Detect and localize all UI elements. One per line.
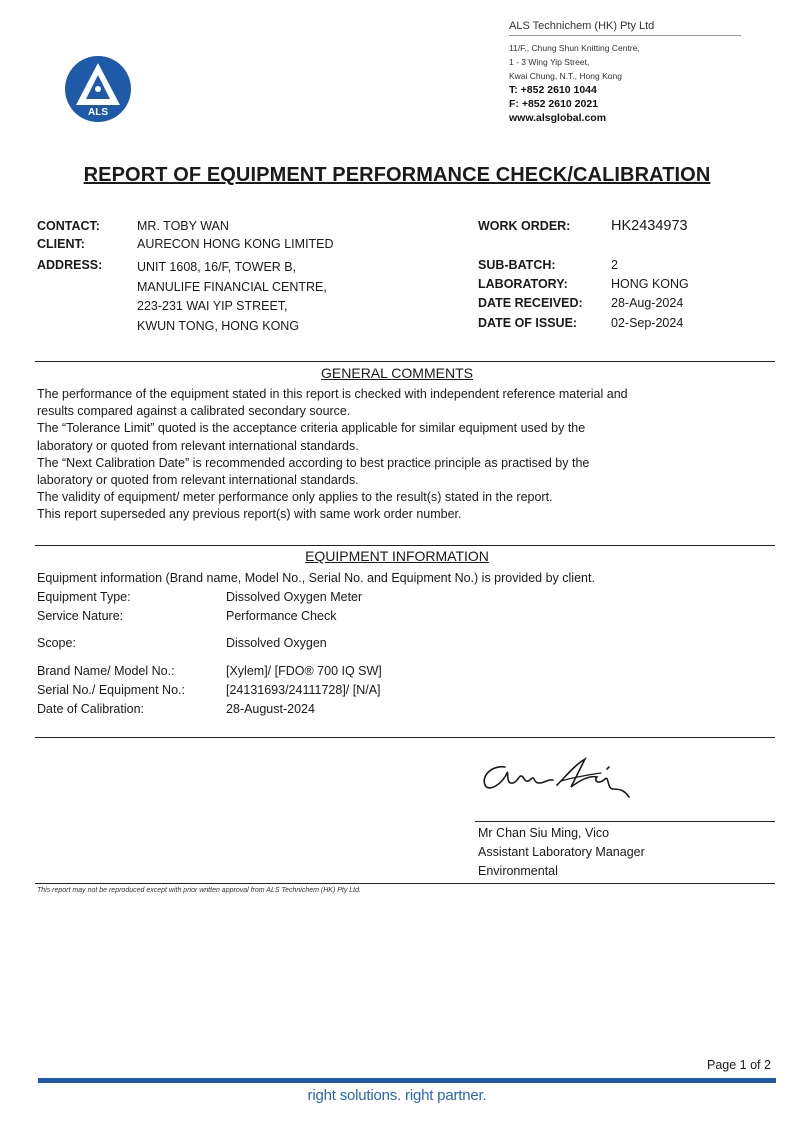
address-line: 11/F., Chung Shun Knitting Centre,	[509, 43, 640, 53]
phone: T: +852 2610 1044	[509, 84, 597, 96]
comment-line: The validity of equipment/ meter performance only applies to the result(s) stated in the report.	[37, 490, 553, 505]
client-address	[137, 258, 327, 336]
section-divider	[35, 883, 775, 884]
section-divider	[35, 361, 775, 362]
scope-value: Dissolved Oxygen	[226, 636, 327, 650]
client-value: AURECON HONG KONG LIMITED	[137, 237, 334, 251]
brand-model-value: [Xylem]/ [FDO® 700 IQ SW]	[226, 664, 382, 678]
laboratory-label: LABORATORY:	[478, 277, 568, 291]
equipment-type-label: Equipment Type:	[37, 590, 131, 604]
page-number: Page 1 of 2	[707, 1058, 771, 1072]
tagline: right solutions. right partner.	[307, 1087, 487, 1104]
general-comments-title: GENERAL COMMENTS	[321, 365, 473, 381]
address-line: 1 - 3 Wing Yip Street,	[509, 57, 590, 67]
serial-equipment-value: [24131693/24111728]/ [N/A]	[226, 683, 381, 697]
address-label: ADDRESS:	[37, 258, 103, 272]
sub-batch-value: 2	[611, 258, 618, 272]
general-comments-text	[37, 386, 757, 524]
work-order-label: WORK ORDER:	[478, 219, 571, 233]
laboratory-value: HONG KONG	[611, 277, 689, 291]
equipment-type-value: Dissolved Oxygen Meter	[226, 590, 363, 604]
footer-bar	[38, 1078, 776, 1083]
equipment-info-title: EQUIPMENT INFORMATION	[305, 548, 489, 564]
comment-line: The performance of the equipment stated in this report is checked with independent reference material and	[37, 387, 628, 401]
address-line: 223-231 WAI YIP STREET,	[137, 299, 288, 313]
work-order-value: HK2434973	[611, 218, 688, 234]
brand-model-label: Brand Name/ Model No.:	[37, 664, 175, 678]
company-address	[509, 41, 741, 83]
equipment-intro-text: Equipment information (Brand name, Model No., Serial No. and Equipment No.) is provided by client.	[37, 571, 595, 585]
website-link[interactable]: www.alsglobal.com	[509, 112, 607, 124]
company-name: ALS Technichem (HK) Pty Ltd	[509, 20, 741, 36]
fax: F: +852 2610 2021	[509, 98, 599, 110]
report-title: REPORT OF EQUIPMENT PERFORMANCE CHECK/CALIBRATION	[83, 164, 711, 186]
comment-line: The “Next Calibration Date” is recommended according to best practice principle as practised by the	[37, 455, 590, 470]
handwritten-signature	[475, 745, 645, 810]
signature-line	[475, 821, 775, 822]
service-nature-value: Performance Check	[226, 609, 337, 623]
comment-line: results compared against a calibrated secondary source.	[37, 404, 351, 419]
serial-equipment-label: Serial No./ Equipment No.:	[37, 683, 185, 697]
company-info	[509, 20, 741, 125]
comment-line: laboratory or quoted from relevant international standards.	[37, 438, 359, 453]
client-label: CLIENT:	[37, 237, 85, 251]
comment-line: laboratory or quoted from relevant international standards.	[37, 473, 359, 488]
contact-label: CONTACT:	[37, 219, 100, 233]
signatory-name: Mr Chan Siu Ming, Vico	[478, 826, 610, 840]
contact-value: MR. TOBY WAN	[137, 219, 229, 233]
scope-label: Scope:	[37, 636, 76, 650]
comment-line: The “Tolerance Limit” quoted is the acceptance criteria applicable for similar equipment used by the	[37, 421, 586, 436]
section-divider	[35, 737, 775, 738]
reproduction-notice: This report may not be reproduced except with prior written approval from ALS Technichem (HK) Pty Ltd.	[37, 887, 361, 894]
date-of-issue-label: DATE OF ISSUE:	[478, 316, 578, 330]
date-of-issue-value: 02-Sep-2024	[611, 316, 684, 330]
section-divider	[35, 545, 775, 546]
address-line: KWUN TONG, HONG KONG	[137, 318, 300, 333]
comment-line: This report superseded any previous report(s) with same work order number.	[37, 507, 462, 522]
address-line: Kwai Chung, N.T., Hong Kong	[509, 71, 622, 81]
date-received-label: DATE RECEIVED:	[478, 296, 583, 310]
address-line: UNIT 1608, 16/F, TOWER B,	[137, 260, 297, 274]
sub-batch-label: SUB-BATCH:	[478, 258, 556, 272]
signatory-block	[478, 824, 645, 881]
logo-text: ALS	[88, 107, 108, 118]
signatory-department: Environmental	[478, 864, 558, 878]
calibration-date-label: Date of Calibration:	[37, 702, 145, 716]
equipment-intro	[37, 570, 757, 587]
als-logo	[64, 55, 132, 123]
service-nature-label: Service Nature:	[37, 609, 124, 623]
date-received-value: 28-Aug-2024	[611, 296, 684, 310]
calibration-date-value: 28-August-2024	[226, 702, 315, 716]
address-line: MANULIFE FINANCIAL CENTRE,	[137, 279, 327, 294]
signatory-title: Assistant Laboratory Manager	[478, 845, 645, 859]
